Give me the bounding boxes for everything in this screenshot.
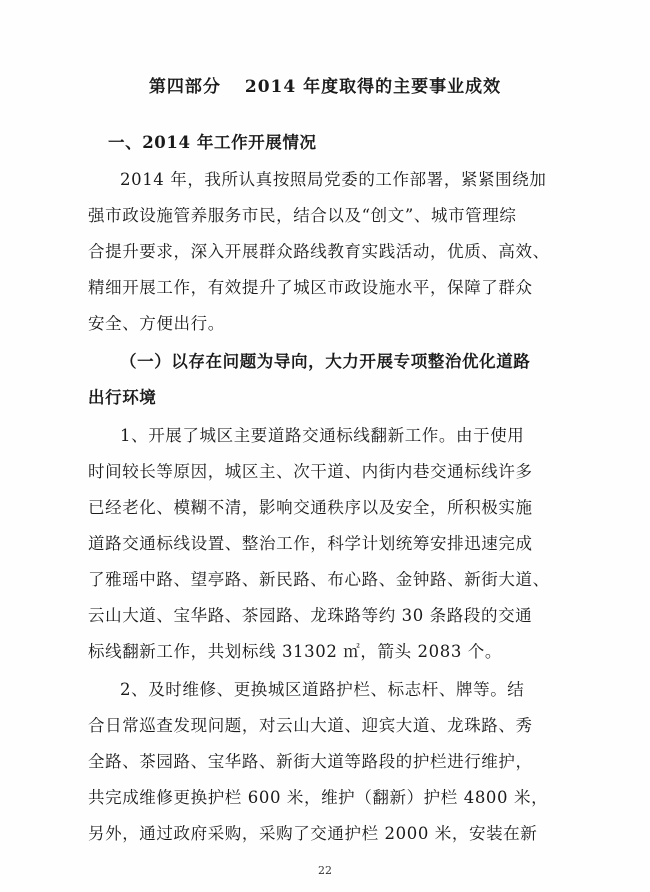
paragraph-line: 1、开展了城区主要道路交通标线翻新工作。由于使用 [120, 426, 525, 445]
page-number: 22 [318, 864, 332, 877]
paragraph-line: 另外，通过政府采购，采购了交通护栏 2000 米，安装在新 [88, 824, 538, 843]
paragraph-line: 2、及时维修、更换城区道路护栏、标志杆、牌等。结 [120, 680, 525, 699]
title-main: 2014 年度取得的主要事业成效 [244, 77, 502, 97]
paragraph-line: 合提升要求，深入开展群众路线教育实践活动，优质、高效、 [88, 242, 550, 261]
page-title [0, 72, 650, 97]
paragraph-line: 精细开展工作，有效提升了城区市政设施水平，保障了群众 [88, 278, 533, 297]
paragraph-line: 了雅瑶中路、望亭路、新民路、布心路、金钟路、新街大道、 [88, 570, 550, 589]
paragraph-line: 道路交通标线设置、整治工作，科学计划统筹安排迅速完成 [88, 534, 533, 553]
paragraph-line: 标线翻新工作，共划标线 31302 ㎡，箭头 2083 个。 [88, 642, 502, 661]
paragraph-line: 2014 年，我所认真按照局党委的工作部署，紧紧围绕加 [120, 170, 547, 189]
paragraph-line: 时间较长等原因，城区主、次干道、内街内巷交通标线许多 [88, 462, 533, 481]
paragraph-line: 安全、方便出行。 [88, 314, 225, 333]
subsection-heading: （一）以存在问题为导向，大力开展专项整治优化道路 [120, 352, 531, 371]
paragraph-line: 合日常巡查发现问题，对云山大道、迎宾大道、龙珠路、秀 [88, 716, 533, 735]
title-part: 第四部分 [148, 77, 221, 97]
section-heading: 一、2014 年工作开展情况 [108, 133, 317, 152]
paragraph-line: 云山大道、宝华路、茶园路、龙珠路等约 30 条路段的交通 [88, 606, 533, 625]
paragraph-line: 强市政设施管养服务市民，结合以及“创文”、城市管理综 [88, 206, 517, 225]
paragraph-line: 已经老化、模糊不清，影响交通秩序以及安全，所积极实施 [88, 498, 533, 517]
paragraph-line: 共完成维修更换护栏 600 米，维护（翻新）护栏 4800 米， [88, 788, 549, 807]
subsection-heading: 出行环境 [88, 388, 157, 407]
paragraph-line: 全路、茶园路、宝华路、新街大道等路段的护栏进行维护， [88, 752, 533, 771]
